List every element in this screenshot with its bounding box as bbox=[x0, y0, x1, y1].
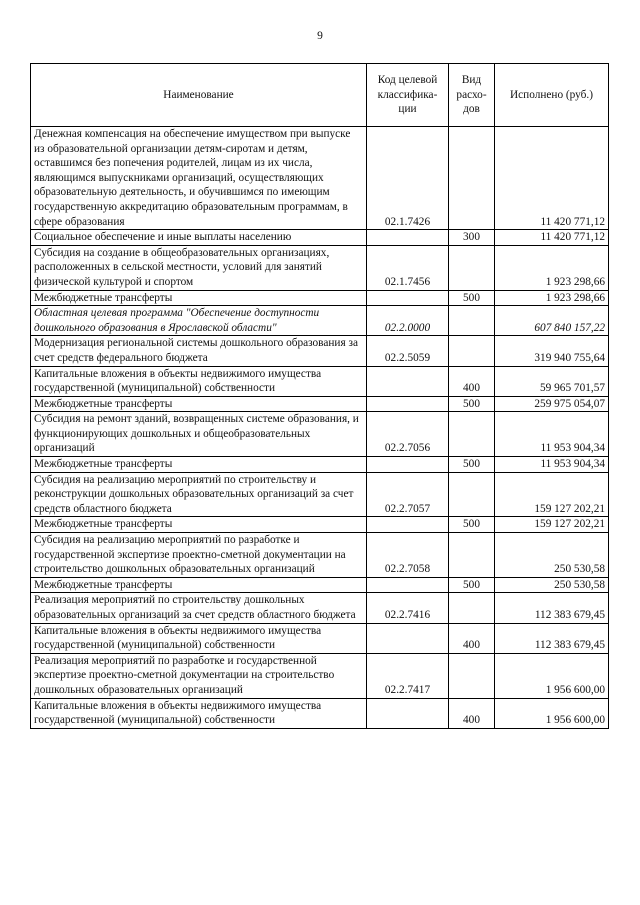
cell-name: Субсидия на создание в общеобразовательных организациях, расположенных в сельской местности, условий для занятий физической культурой и спортом bbox=[31, 245, 367, 290]
cell-code bbox=[367, 366, 449, 396]
cell-amount: 11 420 771,12 bbox=[495, 230, 609, 246]
table-row bbox=[31, 457, 609, 473]
page-number: 9 bbox=[317, 30, 323, 42]
cell-amount: 112 383 679,45 bbox=[495, 623, 609, 653]
table-row bbox=[31, 517, 609, 533]
cell-amount: 1 956 600,00 bbox=[495, 653, 609, 698]
cell-code bbox=[367, 396, 449, 412]
cell-type bbox=[449, 472, 495, 517]
cell-name: Реализация мероприятий по строительству дошкольных образовательных организаций за счет средств областного бюджета bbox=[31, 593, 367, 623]
cell-name: Межбюджетные трансферты bbox=[31, 396, 367, 412]
cell-amount: 11 953 904,34 bbox=[495, 457, 609, 473]
cell-code: 02.2.7056 bbox=[367, 412, 449, 457]
table-row bbox=[31, 412, 609, 457]
cell-code: 02.2.5059 bbox=[367, 336, 449, 366]
cell-type: 300 bbox=[449, 230, 495, 246]
header-type: Вид расхо-дов bbox=[449, 64, 495, 127]
cell-name: Субсидия на реализацию мероприятий по разработке и государственной экспертизе проектно-сметной документации на строительство дошкольных образовательных организаций bbox=[31, 533, 367, 578]
cell-type bbox=[449, 306, 495, 336]
cell-code: 02.2.7058 bbox=[367, 533, 449, 578]
cell-type: 400 bbox=[449, 623, 495, 653]
cell-amount: 250 530,58 bbox=[495, 577, 609, 593]
header-amount: Исполнено (руб.) bbox=[495, 64, 609, 127]
cell-code: 02.2.7416 bbox=[367, 593, 449, 623]
cell-code: 02.2.7057 bbox=[367, 472, 449, 517]
cell-amount: 319 940 755,64 bbox=[495, 336, 609, 366]
table-header-row bbox=[31, 64, 609, 127]
cell-code bbox=[367, 517, 449, 533]
cell-name: Межбюджетные трансферты bbox=[31, 457, 367, 473]
cell-name: Капитальные вложения в объекты недвижимого имущества государственной (муниципальной) собственности bbox=[31, 366, 367, 396]
cell-amount: 1 956 600,00 bbox=[495, 698, 609, 728]
table-row bbox=[31, 127, 609, 230]
cell-type bbox=[449, 533, 495, 578]
cell-name: Межбюджетные трансферты bbox=[31, 517, 367, 533]
cell-code bbox=[367, 457, 449, 473]
table-body bbox=[31, 127, 609, 729]
cell-name: Социальное обеспечение и иные выплаты населению bbox=[31, 230, 367, 246]
cell-amount: 1 923 298,66 bbox=[495, 245, 609, 290]
cell-type bbox=[449, 412, 495, 457]
cell-name: Модернизация региональной системы дошкольного образования за счет средств федерального бюджета bbox=[31, 336, 367, 366]
table-row bbox=[31, 623, 609, 653]
table-row bbox=[31, 336, 609, 366]
cell-code: 02.2.0000 bbox=[367, 306, 449, 336]
cell-amount: 159 127 202,21 bbox=[495, 472, 609, 517]
cell-type: 500 bbox=[449, 396, 495, 412]
cell-name: Субсидия на реализацию мероприятий по строительству и реконструкции дошкольных образовательных организаций за счет средств областного бюджета bbox=[31, 472, 367, 517]
cell-code: 02.2.7417 bbox=[367, 653, 449, 698]
cell-amount: 159 127 202,21 bbox=[495, 517, 609, 533]
cell-type: 500 bbox=[449, 517, 495, 533]
cell-type bbox=[449, 336, 495, 366]
table-row bbox=[31, 472, 609, 517]
cell-code bbox=[367, 290, 449, 306]
table-row bbox=[31, 306, 609, 336]
cell-amount: 1 923 298,66 bbox=[495, 290, 609, 306]
table-row bbox=[31, 366, 609, 396]
table-row bbox=[31, 245, 609, 290]
cell-amount: 607 840 157,22 bbox=[495, 306, 609, 336]
table-row bbox=[31, 593, 609, 623]
cell-code: 02.1.7456 bbox=[367, 245, 449, 290]
cell-type bbox=[449, 127, 495, 230]
cell-code bbox=[367, 623, 449, 653]
cell-name: Денежная компенсация на обеспечение имуществом при выпуске из образовательной организации детям-сиротам и детям, оставшимся без попечения родителей, лицам из их числа, являющимся выпускниками организаций, осуществляющих образовательную деятельность, и обучившимся по имеющим государственную аккредитацию образовательным программам, в сфере образования bbox=[31, 127, 367, 230]
cell-code bbox=[367, 577, 449, 593]
header-code: Код целевой классифика-ции bbox=[367, 64, 449, 127]
cell-code: 02.1.7426 bbox=[367, 127, 449, 230]
expenditure-table bbox=[30, 63, 609, 729]
cell-name: Областная целевая программа "Обеспечение доступности дошкольного образования в Ярославской области" bbox=[31, 306, 367, 336]
cell-amount: 11 953 904,34 bbox=[495, 412, 609, 457]
cell-name: Реализация мероприятий по разработке и государственной экспертизе проектно-сметной документации на строительство дошкольных образовательных организаций bbox=[31, 653, 367, 698]
cell-amount: 259 975 054,07 bbox=[495, 396, 609, 412]
cell-name: Межбюджетные трансферты bbox=[31, 577, 367, 593]
cell-code bbox=[367, 698, 449, 728]
table-row bbox=[31, 698, 609, 728]
cell-amount: 112 383 679,45 bbox=[495, 593, 609, 623]
cell-amount: 59 965 701,57 bbox=[495, 366, 609, 396]
table-row bbox=[31, 653, 609, 698]
cell-type: 400 bbox=[449, 698, 495, 728]
cell-name: Капитальные вложения в объекты недвижимого имущества государственной (муниципальной) собственности bbox=[31, 623, 367, 653]
cell-type: 400 bbox=[449, 366, 495, 396]
cell-type bbox=[449, 653, 495, 698]
cell-amount: 11 420 771,12 bbox=[495, 127, 609, 230]
cell-type bbox=[449, 593, 495, 623]
table-row bbox=[31, 396, 609, 412]
cell-code bbox=[367, 230, 449, 246]
cell-type: 500 bbox=[449, 290, 495, 306]
table-row bbox=[31, 577, 609, 593]
cell-amount: 250 530,58 bbox=[495, 533, 609, 578]
table-row bbox=[31, 533, 609, 578]
cell-type: 500 bbox=[449, 457, 495, 473]
cell-name: Межбюджетные трансферты bbox=[31, 290, 367, 306]
cell-type: 500 bbox=[449, 577, 495, 593]
table-row bbox=[31, 290, 609, 306]
cell-type bbox=[449, 245, 495, 290]
table-row bbox=[31, 230, 609, 246]
cell-name: Субсидия на ремонт зданий, возвращенных системе образования, и функционирующих дошкольных и общеобразовательных организаций bbox=[31, 412, 367, 457]
header-name: Наименование bbox=[31, 64, 367, 127]
cell-name: Капитальные вложения в объекты недвижимого имущества государственной (муниципальной) собственности bbox=[31, 698, 367, 728]
